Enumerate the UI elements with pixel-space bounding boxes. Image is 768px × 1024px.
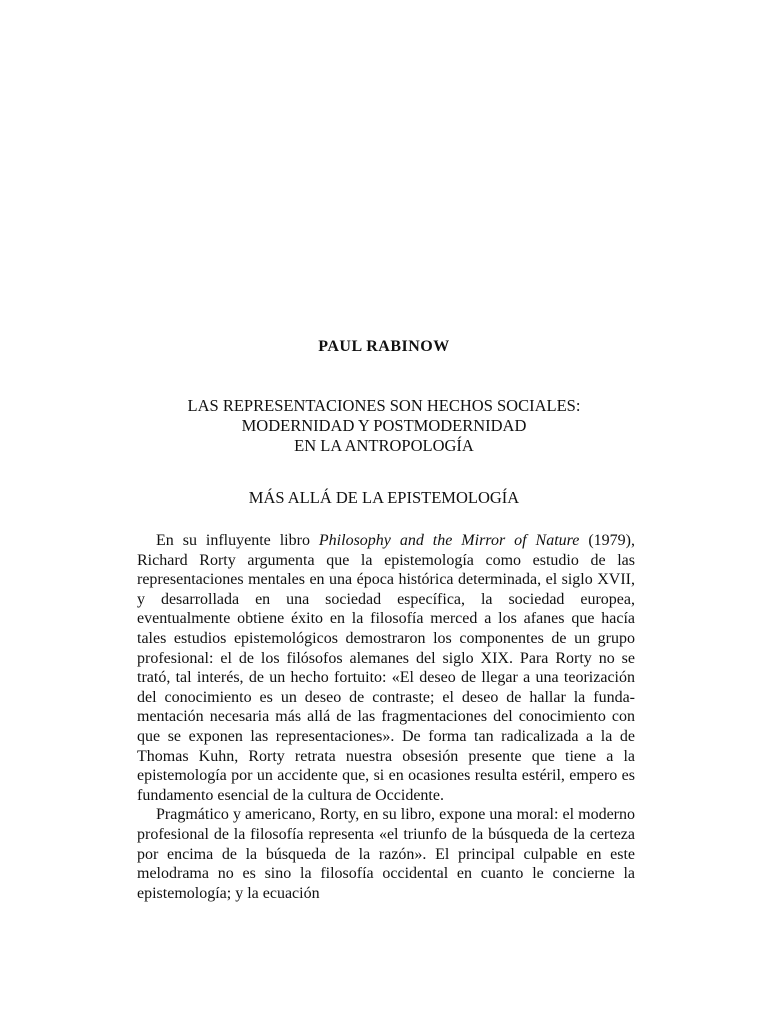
body-text (137, 531, 635, 903)
paragraph-2: Pragmático y americano, Rorty, en su libro, expone una moral: el moderno profesional de la filosofía representa «el triunfo de la búsqueda de la certeza por encima de la búsqueda de la razón». El principal culpable en este melodrama no es sino la filosofía occidental en cuanto le concierne la epistemología; y la ecuación (137, 806, 635, 902)
chapter-title-line-2: MODERNIDAD Y POSTMODERNIDAD (241, 416, 527, 435)
paragraph-1-lead: En su influyente libro (156, 532, 319, 549)
book-title-italic: Philosophy and the Mirror of Nature (318, 532, 580, 549)
chapter-title (0, 396, 768, 456)
chapter-title-line-3: EN LA ANTROPOLOGÍA (294, 436, 474, 455)
chapter-title-line-1: LAS REPRESENTACIONES SON HECHOS SOCIALES: (187, 396, 581, 415)
section-heading: MÁS ALLÁ DE LA EPISTEMOLOGÍA (248, 488, 520, 507)
paragraph-1 (137, 531, 635, 805)
paragraph-1-rest: (1979), Richard Rorty argumenta que la epistemología como estudio de las representaciones mentales en una época histórica determinada, el siglo XVII, y desarrollada en una sociedad específica, la sociedad europea, eventualmente obtiene éxito en la filosofía merced a los afanes que hacía tales estudios epistemológicos demostraron los componentes de un grupo profesional: el de los filósofos alemanes del siglo XIX. Para Rorty no se trató, tal interés, de un hecho fortuito: «El deseo de llegar a una teorización del conocimiento es un deseo de contraste; el deseo de hallar la fundamentación necesaria más allá de las fragmentaciones del conocimiento con que se exponen las representaciones». De forma tan radicalizada a la de Thomas Kuhn, Rorty retrata nuestra obsesión presente que tiene a la epistemología por un accidente que, si en ocasiones resulta estéril, empero es fundamento esencial de la cultura de Occidente. (137, 532, 635, 804)
author-name: PAUL RABINOW (318, 338, 450, 355)
